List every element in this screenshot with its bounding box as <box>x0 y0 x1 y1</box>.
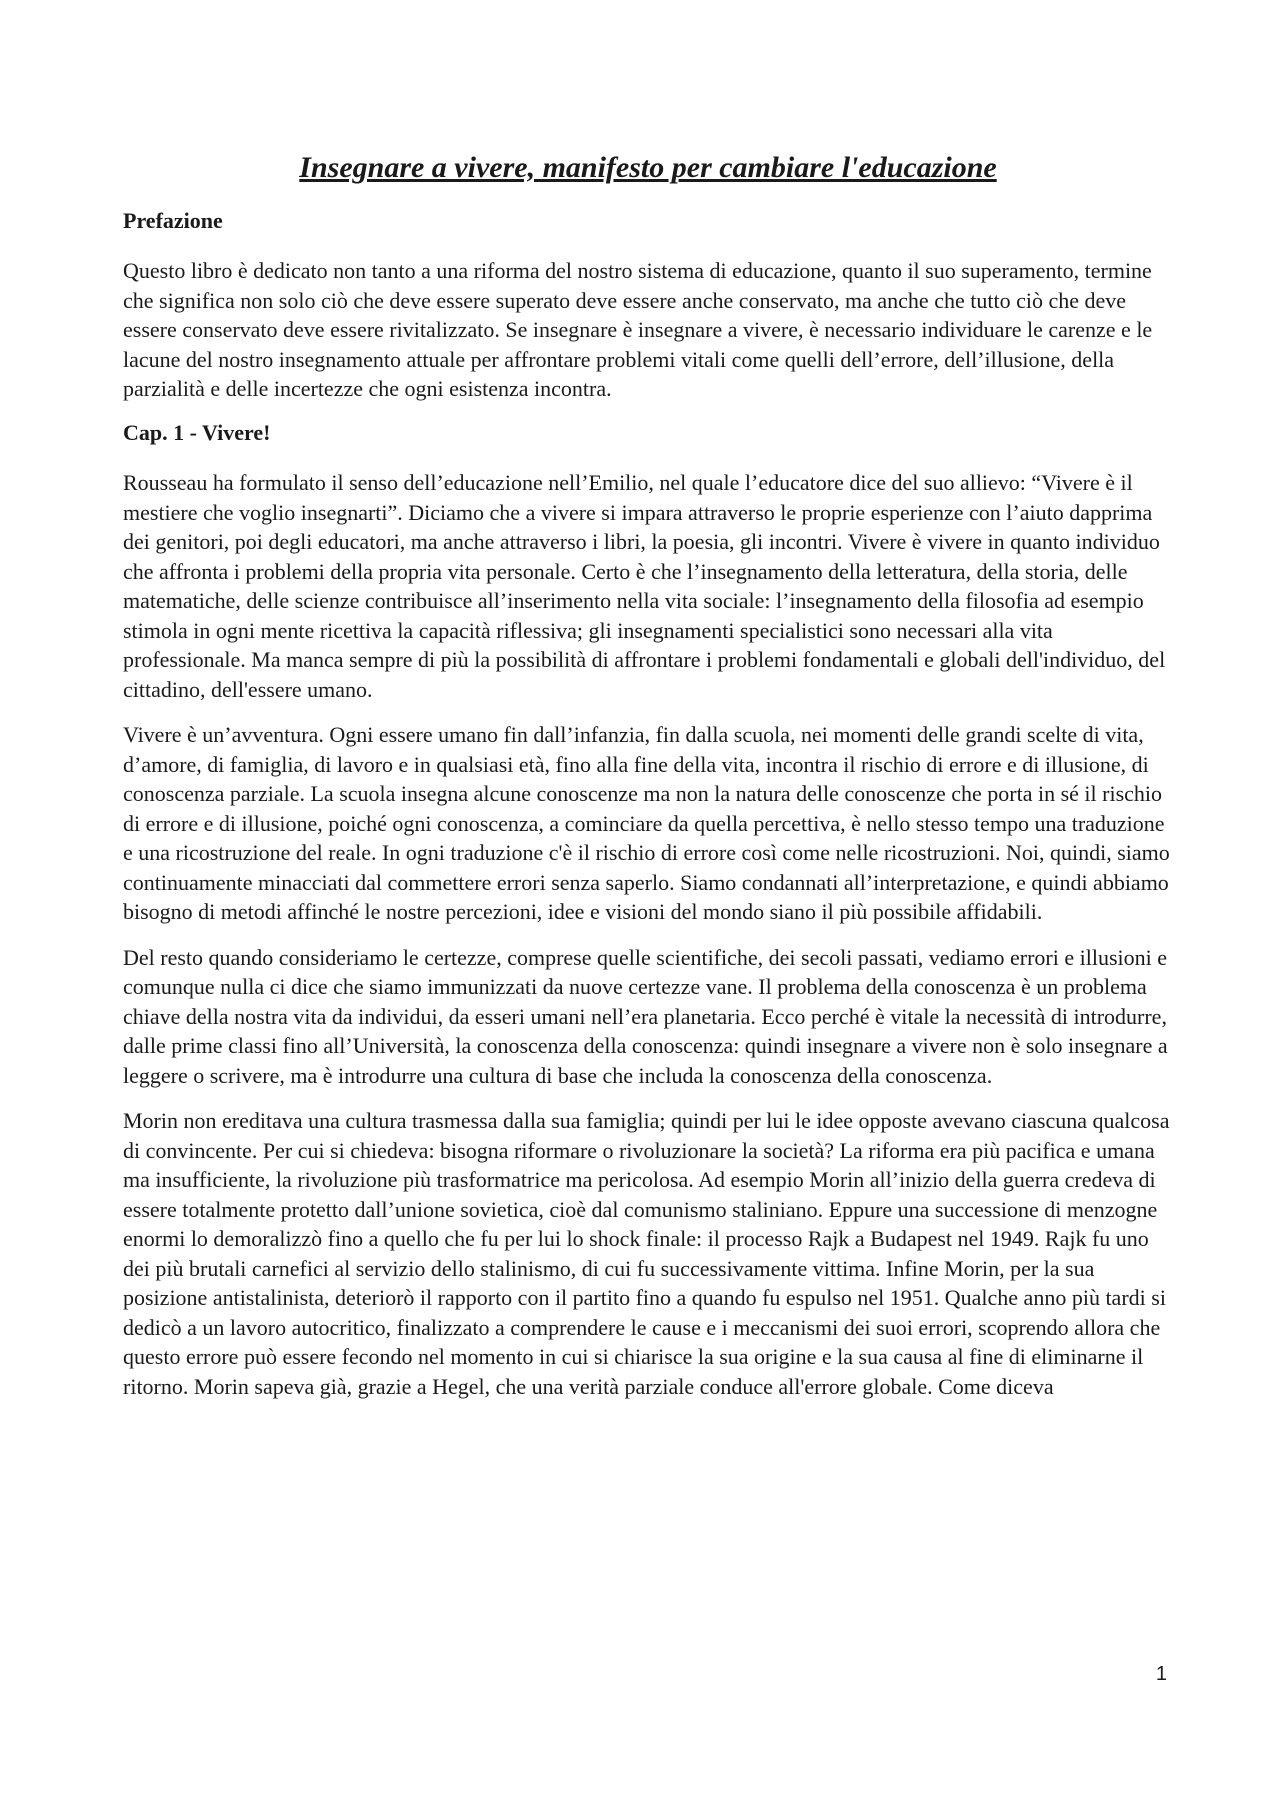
section-heading-prefazione: Prefazione <box>123 208 223 233</box>
paragraph-morin: Morin non ereditava una cultura trasmessa dalla sua famiglia; quindi per lui le idee opposte avevano ciascuna qualcosa di convincente. Per cui si chiedeva: bisogna riformare o rivoluzionare la società? La riforma era più pacifica e umana ma insufficiente, la rivoluzione più trasformatrice ma pericolosa. Ad esempio Morin all’inizio della guerra credeva di essere totalmente protetto dall’unione sovietica, cioè dal comunismo staliniano. Eppure una successione di menzogne enormi lo demoralizzò fino a quello che fu per lui lo shock finale: il processo Rajk a Budapest nel 1949. Rajk fu uno dei più brutali carnefici al servizio dello stalinismo, di cui fu successivamente vittima. Infine Morin, per la sua posizione antistalinista, deteriorò il rapporto con il partito fino a quando fu espulso nel 1951. Qualche anno più tardi si dedicò a un lavoro autocritico, finalizzato a comprendere le cause e i meccanismi dei suoi errori, scoprendo allora che questo errore può essere fecondo nel momento in cui si chiarisce la sua origine e la sua causa al fine di eliminarne il ritorno. Morin sapeva già, grazie a Hegel, che una verità parziale conduce all'errore globale. Come diceva <box>123 1108 1170 1399</box>
section-heading-cap-1: Cap. 1 - Vivere! <box>123 419 271 445</box>
paragraph-certezze: Del resto quando consideriamo le certezze, comprese quelle scientifiche, dei secoli passati, vediamo errori e illusioni e comunque nulla ci dice che siamo immunizzati da nuove certezze vane. Il problema della conoscenza è un problema chiave della nostra vita da individui, da esseri umani nell’era planetaria. Ecco perché è vitale la necessità di introdurre, dalle prime classi fino all’Università, la conoscenza della conoscenza: quindi insegnare a vivere non è solo insegnare a leggere o scrivere, ma è introdurre una cultura di base che includa la conoscenza della conoscenza. <box>123 944 1168 1088</box>
page-content <box>123 150 1173 1417</box>
paragraph-rousseau: Rousseau ha formulato il senso dell’educazione nell’Emilio, nel quale l’educatore dice del suo allievo: “Vivere è il mestiere che voglio insegnarti”. Diciamo che a vivere si impara attraverso le proprie esperienze con l’aiuto dapprima dei genitori, poi degli educatori, ma anche attraverso i libri, la poesia, gli incontri. Vivere è vivere in quanto individuo che affronta i problemi della propria vita personale. Certo è che l’insegnamento della letteratura, della storia, delle matematiche, delle scienze contribuisce all’inserimento nella vita sociale: l’insegnamento della filosofia ad esempio stimola in ogni mente ricettiva la capacità riflessiva; gli insegnamenti specialistici sono necessari alla vita professionale. Ma manca sempre di più la possibilità di affrontare i problemi fondamentali e globali dell'individuo, del cittadino, dell'essere umano. <box>123 470 1166 702</box>
document-title: Insegnare a vivere, manifesto per cambiare l'educazione <box>299 151 997 184</box>
page-number: 1 <box>1155 1663 1167 1685</box>
paragraph-prefazione: Questo libro è dedicato non tanto a una riforma del nostro sistema di educazione, quanto il suo superamento, termine che significa non solo ciò che deve essere superato deve essere anche conservato, ma anche che tutto ciò che deve essere conservato deve essere rivitalizzato. Se insegnare è insegnare a vivere, è necessario individuare le carenze e le lacune del nostro insegnamento attuale per affrontare problemi vitali come quelli dell’errore, dell’illusione, della parzialità e delle incertezze che ogni esistenza incontra. <box>123 258 1153 402</box>
paragraph-vivere-avventura: Vivere è un’avventura. Ogni essere umano fin dall’infanzia, fin dalla scuola, nei momenti delle grandi scelte di vita, d’amore, di famiglia, di lavoro e in qualsiasi età, fino alla fine della vita, incontra il rischio di errore e di illusione, di conoscenza parziale. La scuola insegna alcune conoscenze ma non la natura delle conoscenze che porta in sé il rischio di errore e di illusione, poiché ogni conoscenza, a cominciare da quella percettiva, è nello stesso tempo una traduzione e una ricostruzione del reale. In ogni traduzione c'è il rischio di errore così come nelle ricostruzioni. Noi, quindi, siamo continuamente minacciati dal commettere errori senza saperlo. Siamo condannati all’interpretazione, e quindi abbiamo bisogno di metodi affinché le nostre percezioni, idee e visioni del mondo siano il più possibile affidabili. <box>123 722 1170 925</box>
